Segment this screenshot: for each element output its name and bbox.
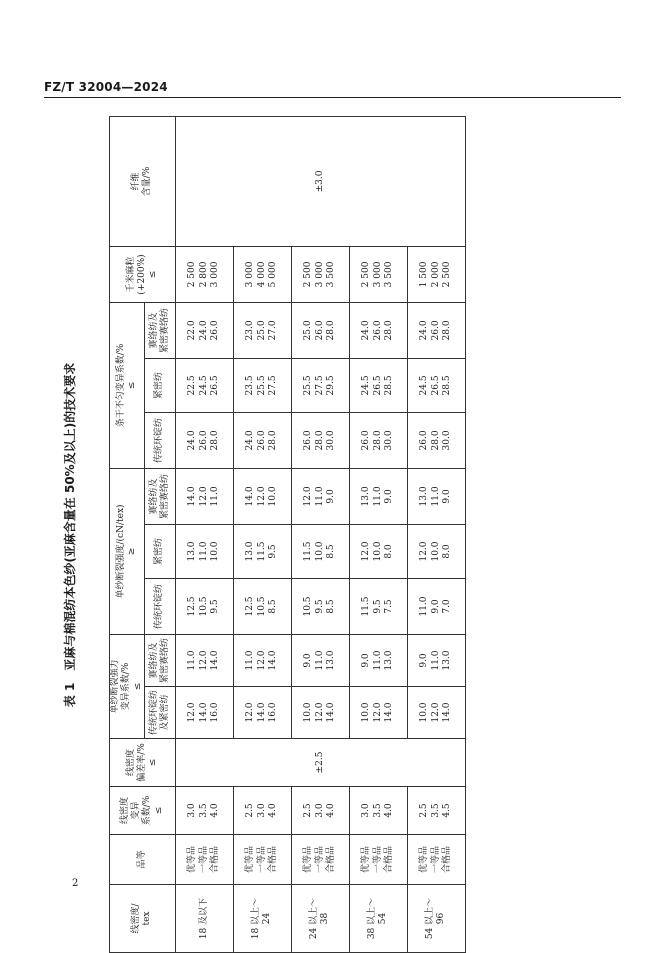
tenacity-siro-cell: 14.0 12.0 11.0 — [175, 468, 233, 524]
strength-cv-ring-cell: 10.0 12.0 14.0 — [291, 687, 349, 739]
col-header-strength-cv: 单纱断裂强力 变异系数/% ≤ — [110, 634, 145, 738]
density-deviation-cell: ±2.5 — [175, 739, 465, 787]
table-caption: 表 1 亚麻与棉混纺本色纱(亚麻含量在 50%及以上)的技术要求 — [63, 362, 77, 708]
standard-code: FZ/T 32004—2024 — [44, 80, 168, 94]
strength-cv-ring-cell: 10.0 12.0 14.0 — [407, 687, 465, 739]
neps-cell: 3 000 4 000 5 000 — [233, 246, 291, 302]
sub-header-evenness-compact: 紧密纺 — [144, 358, 175, 412]
neps-cell: 2 500 3 000 3 500 — [291, 246, 349, 302]
sub-header-tenacity-ring: 传统环锭纺 — [144, 578, 175, 634]
grade-cell: 优等品 一等品 合格品 — [233, 835, 291, 885]
strength-cv-ring-cell: 12.0 14.0 16.0 — [233, 687, 291, 739]
evenness-siro-cell: 24.0 26.0 28.0 — [407, 302, 465, 358]
strength-cv-siro-cell: 9.0 11.0 13.0 — [291, 634, 349, 686]
evenness-compact-cell: 25.5 27.5 29.5 — [291, 358, 349, 412]
grade-cell: 优等品 一等品 合格品 — [291, 835, 349, 885]
tenacity-compact-cell: 13.0 11.0 10.0 — [175, 524, 233, 578]
technical-requirements-table — [109, 116, 466, 953]
strength-cv-siro-cell: 9.0 11.0 13.0 — [349, 634, 407, 686]
tenacity-ring-cell: 12.5 10.5 9.5 — [175, 578, 233, 634]
tenacity-ring-cell: 12.5 10.5 8.5 — [233, 578, 291, 634]
tenacity-compact-cell: 12.0 10.0 8.0 — [349, 524, 407, 578]
evenness-compact-cell: 24.5 26.5 28.5 — [349, 358, 407, 412]
tenacity-compact-cell: 11.5 10.0 8.5 — [291, 524, 349, 578]
evenness-compact-cell: 24.5 26.5 28.5 — [407, 358, 465, 412]
neps-cell: 1 500 2 000 2 500 — [407, 246, 465, 302]
tenacity-siro-cell: 14.0 12.0 10.0 — [233, 468, 291, 524]
sub-header-evenness-siro: 赛络纺及 紧密赛络纺 — [144, 302, 175, 358]
evenness-compact-cell: 22.5 24.5 26.5 — [175, 358, 233, 412]
col-header-density-cv: 线密度 变异 系数/% ≤ — [110, 787, 176, 835]
strength-cv-siro-cell: 11.0 12.0 14.0 — [175, 634, 233, 686]
tenacity-siro-cell: 12.0 11.0 9.0 — [291, 468, 349, 524]
table-wrapper — [109, 117, 465, 953]
density-cv-cell: 2.5 3.0 4.0 — [291, 787, 349, 835]
col-header-evenness: 条干不匀变异系数/% ≤ — [110, 302, 145, 468]
density-range-cell: 38 以上～ 54 — [349, 885, 407, 953]
strength-cv-siro-cell: 11.0 12.0 14.0 — [233, 634, 291, 686]
tenacity-ring-cell: 10.5 9.5 8.5 — [291, 578, 349, 634]
density-range-cell: 18 以上～ 24 — [233, 885, 291, 953]
density-cv-cell: 2.5 3.5 4.5 — [407, 787, 465, 835]
sub-header-tenacity-compact: 紧密纺 — [144, 524, 175, 578]
tenacity-siro-cell: 13.0 11.0 9.0 — [349, 468, 407, 524]
col-header-fiber-content: 纤维 含量/% — [110, 116, 176, 246]
fiber-content-cell: ±3.0 — [175, 116, 465, 246]
evenness-ring-cell: 26.0 28.0 30.0 — [349, 412, 407, 468]
evenness-compact-cell: 23.5 25.5 27.5 — [233, 358, 291, 412]
evenness-ring-cell: 24.0 26.0 28.0 — [233, 412, 291, 468]
density-range-cell: 18 及以下 — [175, 885, 233, 953]
evenness-siro-cell: 23.0 25.0 27.0 — [233, 302, 291, 358]
density-cv-cell: 3.0 3.5 4.0 — [175, 787, 233, 835]
strength-cv-siro-cell: 9.0 11.0 13.0 — [407, 634, 465, 686]
grade-cell: 优等品 一等品 合格品 — [349, 835, 407, 885]
tenacity-compact-cell: 13.0 11.5 9.5 — [233, 524, 291, 578]
evenness-siro-cell: 22.0 24.0 26.0 — [175, 302, 233, 358]
rotated-table-block — [55, 117, 465, 953]
header-rule — [44, 97, 621, 98]
strength-cv-ring-cell: 12.0 14.0 16.0 — [175, 687, 233, 739]
grade-cell: 优等品 一等品 合格品 — [407, 835, 465, 885]
sub-header-strength-cv-ring: 传统环锭纺 及紧密纺 — [144, 687, 175, 739]
density-range-cell: 54 以上～ 96 — [407, 885, 465, 953]
sub-header-evenness-ring: 传统环锭纺 — [144, 412, 175, 468]
tenacity-ring-cell: 11.0 9.0 7.0 — [407, 578, 465, 634]
table-row — [175, 116, 233, 952]
density-range-cell: 24 以上～ 38 — [291, 885, 349, 953]
sub-header-tenacity-siro: 赛络纺及 紧密赛络纺 — [144, 468, 175, 524]
page-number: 2 — [72, 878, 79, 889]
col-header-neps: 千米麻粒 (+200%) ≤ — [110, 246, 176, 302]
evenness-ring-cell: 24.0 26.0 28.0 — [175, 412, 233, 468]
neps-cell: 2 500 3 000 3 500 — [349, 246, 407, 302]
col-header-tenacity: 单纱断裂强度/(cN/tex) ≥ — [110, 468, 145, 634]
tenacity-compact-cell: 12.0 10.0 8.0 — [407, 524, 465, 578]
density-cv-cell: 3.0 3.5 4.0 — [349, 787, 407, 835]
table-body — [175, 116, 465, 952]
evenness-ring-cell: 26.0 28.0 30.0 — [291, 412, 349, 468]
col-header-grade: 品等 — [110, 835, 176, 885]
evenness-siro-cell: 25.0 26.0 28.0 — [291, 302, 349, 358]
evenness-siro-cell: 24.0 26.0 28.0 — [349, 302, 407, 358]
sub-header-strength-cv-siro: 赛络纺及 紧密赛络纺 — [144, 634, 175, 686]
col-header-density: 线密度/ tex — [110, 885, 176, 953]
tenacity-ring-cell: 11.5 9.5 7.5 — [349, 578, 407, 634]
strength-cv-ring-cell: 10.0 12.0 14.0 — [349, 687, 407, 739]
tenacity-siro-cell: 13.0 11.0 9.0 — [407, 468, 465, 524]
grade-cell: 优等品 一等品 合格品 — [175, 835, 233, 885]
neps-cell: 2 500 2 800 3 000 — [175, 246, 233, 302]
evenness-ring-cell: 26.0 28.0 30.0 — [407, 412, 465, 468]
col-header-density-deviation: 线密度 偏差率/% ≤ — [110, 739, 176, 787]
density-cv-cell: 2.5 3.0 4.0 — [233, 787, 291, 835]
